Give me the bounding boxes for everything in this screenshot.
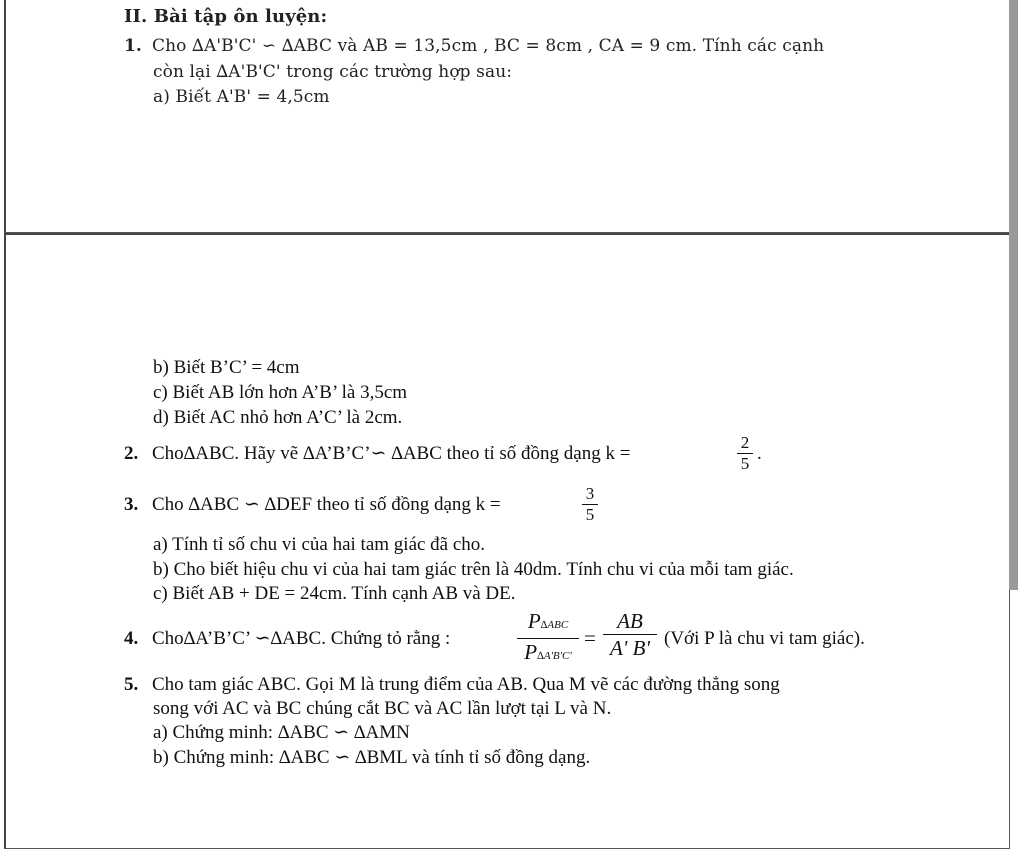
q3-k-fraction <box>582 484 598 525</box>
section-title: II. Bài tập ôn luyện: <box>124 6 328 27</box>
q5-line1 <box>124 674 780 696</box>
q3-line <box>124 494 501 516</box>
q2-text: Cho∆ABC. Hãy vẽ ∆A’B’C’∽ ∆ABC theo tỉ số đồng dạng k = <box>152 443 631 464</box>
q3-part-c: c) Biết AB + DE = 24cm. Tính cạnh AB và DE. <box>153 583 516 604</box>
q3-k-denominator: 5 <box>585 505 595 524</box>
q1-line2: còn lại ∆A'B'C' trong các trường hợp sau: <box>153 62 513 82</box>
q4-p-denominator: P∆A'B'C' <box>524 640 572 664</box>
q2-line <box>124 443 630 465</box>
q1-part-a: a) Biết A'B' = 4,5cm <box>153 87 330 107</box>
q2-number: 2. <box>124 443 139 464</box>
q5-part-b: b) Chứng minh: ∆ABC ∽ ∆BML và tính tỉ số đồng dạng. <box>153 747 591 768</box>
q4-p-numerator-sub: ∆ABC <box>540 619 569 631</box>
q1-part-d: d) Biết AC nhỏ hơn A’C’ là 2cm. <box>153 407 403 428</box>
q1-number: 1. <box>124 36 142 56</box>
q4-note: (Với P là chu vi tam giác). <box>664 628 865 649</box>
q1-part-c: c) Biết AB lớn hơn A’B’ là 3,5cm <box>153 382 408 403</box>
q5-number: 5. <box>124 674 139 695</box>
q3-part-b: b) Cho biết hiệu chu vi của hai tam giác trên là 40dm. Tính chu vi của mỗi tam giác. <box>153 559 794 580</box>
q5-line2: song với AC và BC chúng cắt BC và AC lần lượt tại L và N. <box>153 698 612 719</box>
q3-k-numerator: 3 <box>585 484 595 503</box>
q5-part-a: a) Chứng minh: ∆ABC ∽ ∆AMN <box>153 722 410 743</box>
q3-text: Cho ∆ABC ∽ ∆DEF theo tỉ số đồng dạng k = <box>152 494 501 515</box>
q4-p-denominator-sub: ∆A'B'C' <box>537 650 572 662</box>
q4-line <box>124 628 450 650</box>
q1-part-b: b) Biết B’C’ = 4cm <box>153 357 300 378</box>
q4-text: Cho∆A’B’C’ ∽∆ABC. Chứng tỏ rằng : <box>152 628 451 649</box>
q4-ab-denominator: A' B' <box>610 636 650 660</box>
q4-side-fraction <box>603 608 657 661</box>
q4-perimeter-fraction <box>517 608 579 669</box>
q4-p-numerator: P∆ABC <box>527 609 569 633</box>
q4-number: 4. <box>124 628 139 649</box>
q2-k-numerator: 2 <box>740 433 750 452</box>
q1-text-line1: Cho ∆A'B'C' ∽ ∆ABC và AB = 13,5cm , BC = 8cm , CA = 9 cm. Tính các cạnh <box>152 36 825 56</box>
q3-number: 3. <box>124 494 139 515</box>
q4-equals: = <box>584 626 596 650</box>
q5-text-line1: Cho tam giác ABC. Gọi M là trung điểm của AB. Qua M vẽ các đường thẳng song <box>152 674 780 695</box>
q2-k-denominator: 5 <box>740 454 750 473</box>
q4-right-fraction-bar <box>603 634 657 635</box>
q2-k-fraction <box>737 433 753 474</box>
q2-end: . <box>757 443 762 464</box>
vertical-scrollbar[interactable] <box>1009 0 1018 590</box>
q1-line1 <box>124 35 824 57</box>
q4-left-fraction-bar <box>517 638 579 639</box>
q4-ab-numerator: AB <box>617 609 643 633</box>
q3-part-a: a) Tính tỉ số chu vi của hai tam giác đã cho. <box>153 534 486 555</box>
